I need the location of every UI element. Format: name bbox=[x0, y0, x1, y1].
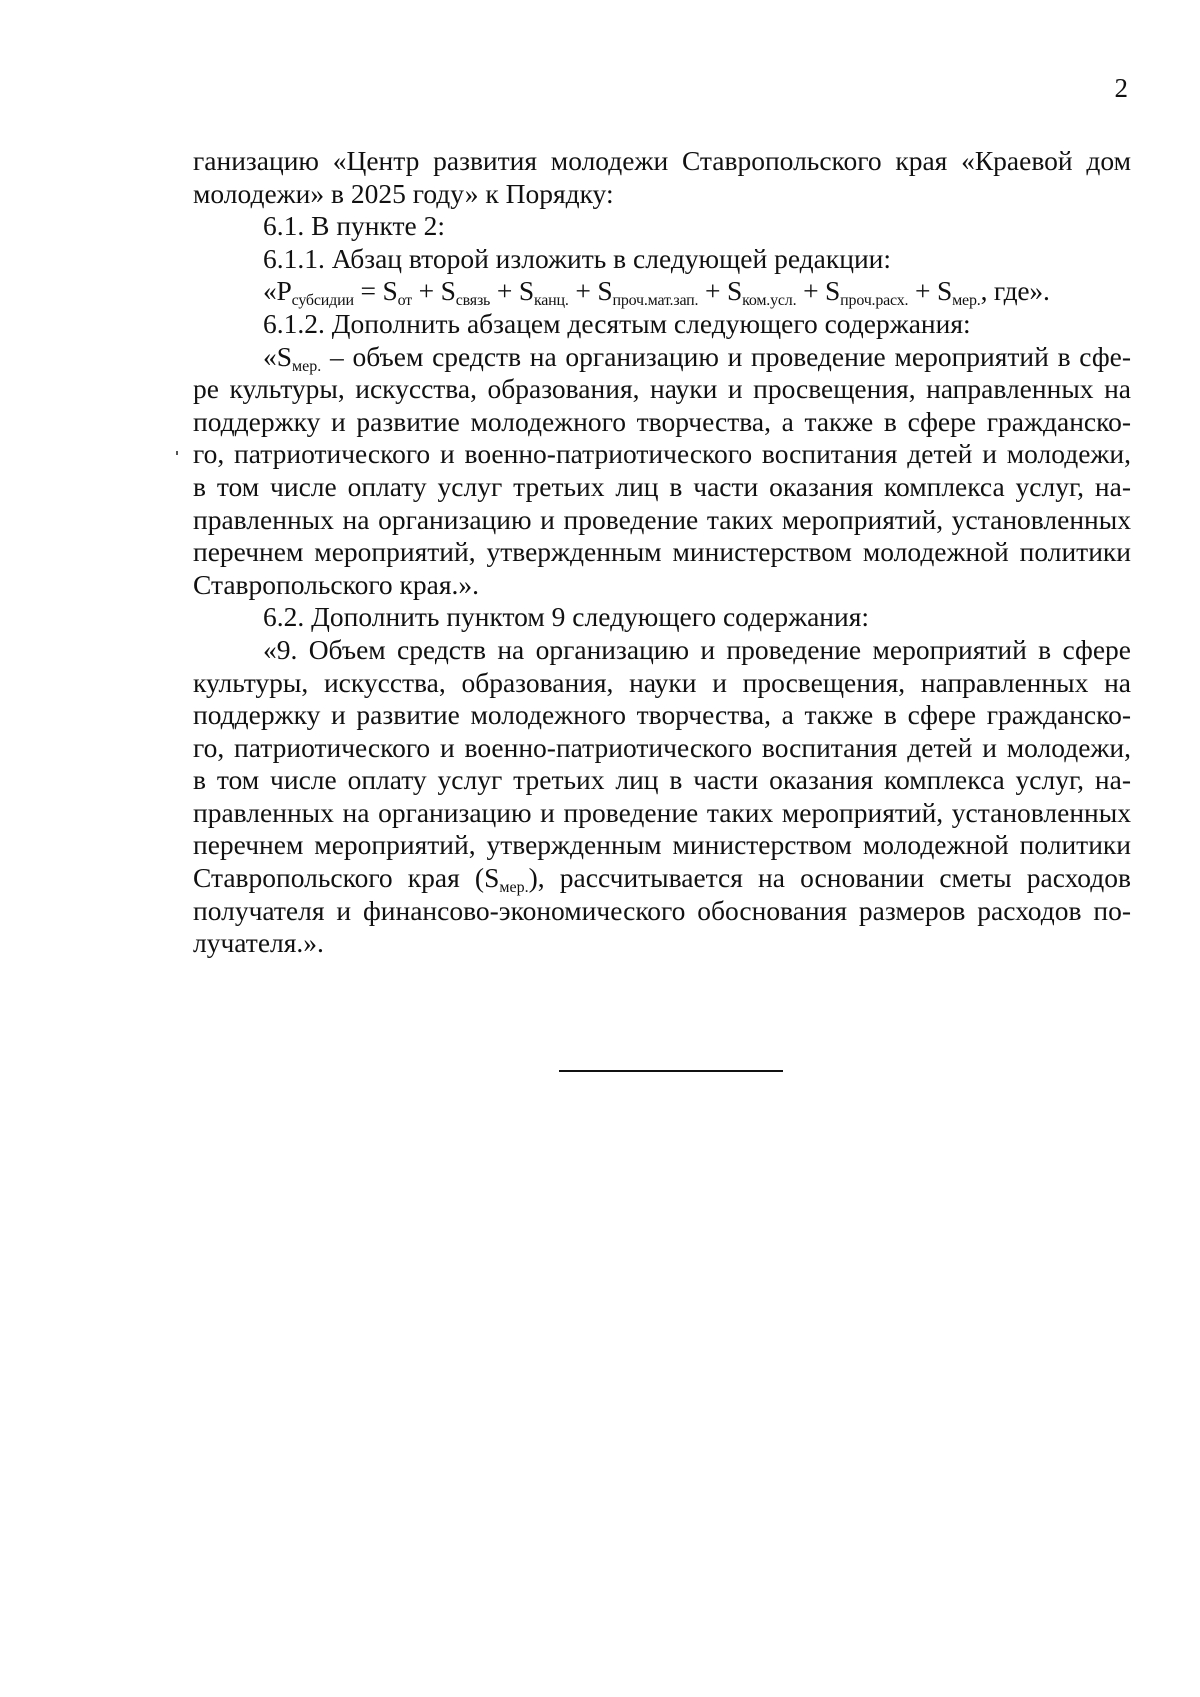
scan-speck bbox=[176, 451, 178, 455]
subsidy-formula: «$P_{субсидии} = S_{от} + S_{связь} + S_{канц.} + S_{проч.мат.зап.} + S_{ком.усл.} + S_{проч.расх.} + S_{мер.}$, где». bbox=[263, 275, 1050, 310]
text-line: правленных на организацию и проведение таких мероприятий, установленных bbox=[193, 796, 1131, 828]
end-of-document-rule bbox=[559, 1070, 783, 1072]
text-line: в том числе оплату услуг третьих лиц в части оказания комплекса услуг, на- bbox=[193, 470, 1131, 502]
text-line: перечнем мероприятий, утвержденным министерством молодежной политики bbox=[193, 829, 1131, 861]
page-number: 2 bbox=[1114, 73, 1128, 103]
clause-heading: 6.2. Дополнить пунктом 9 следующего содержания: bbox=[263, 601, 869, 633]
text-line: го, патриотического и военно-патриотического воспитания детей и молодежи, bbox=[193, 438, 1131, 470]
text-line: го, патриотического и военно-патриотического воспитания детей и молодежи, bbox=[193, 731, 1131, 763]
text-line: ганизацию «Центр развития молодежи Ставропольского края «Краевой дом bbox=[193, 145, 1131, 176]
text-line: Ставропольского края $(S_{мер.})$, рассчитывается на основании сметы расходов bbox=[193, 862, 1131, 897]
text-line: перечнем мероприятий, утвержденным министерством молодежной политики bbox=[193, 536, 1131, 568]
text-line: Ставропольского края.». bbox=[193, 568, 479, 600]
clause-heading: 6.1.1. Абзац второй изложить в следующей редакции: bbox=[263, 242, 892, 274]
text-line: молодежи» в 2025 году» к Порядку: bbox=[193, 177, 614, 209]
document-body bbox=[193, 145, 1131, 960]
text-line: ре культуры, искусства, образования, науки и просвещения, направленных на bbox=[193, 373, 1131, 405]
text-line: культуры, искусства, образования, науки и просвещения, направленных на bbox=[193, 666, 1131, 698]
text-line: поддержку и развитие молодежного творчества, а также в сфере гражданско- bbox=[193, 405, 1131, 437]
clause-heading: 6.1. В пункте 2: bbox=[263, 210, 446, 242]
text-line: в том числе оплату услуг третьих лиц в части оказания комплекса услуг, на- bbox=[193, 764, 1131, 796]
text-line: поддержку и развитие молодежного творчества, а также в сфере гражданско- bbox=[193, 699, 1131, 731]
text-line: получателя и финансово-экономического обоснования размеров расходов по- bbox=[193, 894, 1131, 926]
clause-heading: 6.1.2. Дополнить абзацем десятым следующего содержания: bbox=[263, 307, 971, 339]
text-line: правленных на организацию и проведение таких мероприятий, установленных bbox=[193, 503, 1131, 535]
text-line: лучателя.». bbox=[193, 927, 324, 959]
text-line: «$S_{мер.}$ – объем средств на организацию и проведение мероприятий в сфе- bbox=[263, 340, 1131, 375]
text-line: «9. Объем средств на организацию и проведение мероприятий в сфере bbox=[263, 633, 1131, 665]
